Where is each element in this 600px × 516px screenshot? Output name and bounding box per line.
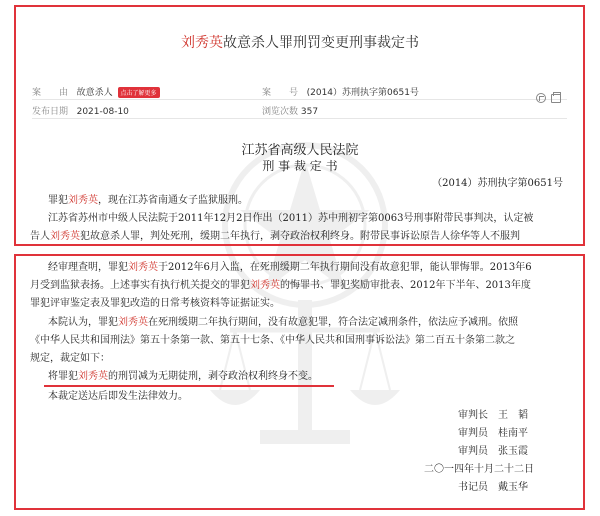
paragraph-original-judgment-line1: 江苏省苏州市中级人民法院于2011年12月2日作出（2011）苏中刑初字第0063号刑事附带民事判决，认定被 xyxy=(48,213,534,224)
views-value: 357 xyxy=(300,107,319,117)
paragraph-opinion-line3: 规定，裁定如下： xyxy=(30,353,110,364)
signature-chief-judge: 审判长 王 韬 xyxy=(458,410,528,421)
text-segment: 经审理查明，罪犯 xyxy=(48,262,128,273)
cause-label: 案 由 xyxy=(32,88,69,98)
views-label: 浏览次数 xyxy=(262,107,299,117)
meta-divider-1 xyxy=(32,99,567,100)
defendant-name: 刘秀英 xyxy=(78,371,108,382)
signature-judge-2: 审判员 张玉霞 xyxy=(458,446,528,457)
defendant-name: 刘秀英 xyxy=(118,317,148,328)
views-row xyxy=(262,104,318,117)
cause-row xyxy=(32,85,160,98)
text-segment: ，现在江苏省南通女子监狱服刑。 xyxy=(98,195,248,206)
paragraph-ruling xyxy=(48,369,318,384)
paragraph-findings-line2 xyxy=(30,278,531,293)
paragraph-effect: 本裁定送达后即发生法律效力。 xyxy=(48,391,188,402)
publish-date-label: 发布日期 xyxy=(32,107,69,117)
print-icon[interactable] xyxy=(551,94,561,103)
signature-judge-1: 审判员 桂南平 xyxy=(458,428,528,439)
defendant-name: 刘秀英 xyxy=(50,231,80,242)
text-segment: 的悔罪书、罪犯奖励审批表、2012年下半年、2013年度 xyxy=(280,280,531,291)
text-segment: 本院认为，罪犯 xyxy=(48,317,118,328)
text-segment: 在死刑缓期二年执行期间，没有故意犯罪，符合法定减刑条件，依法应予减刑。依照 xyxy=(148,317,518,328)
paragraph-opinion-line2: 《中华人民共和国刑法》第五十条第一款、第五十七条、《中华人民共和国刑事诉讼法》第二百五十条第二款之 xyxy=(30,335,515,346)
paragraph-convict-status xyxy=(48,193,248,208)
download-icon[interactable] xyxy=(536,93,546,103)
case-number-row xyxy=(262,85,419,98)
text-segment: 月受到监狱表扬。上述事实有执行机关提交的罪犯 xyxy=(30,280,250,291)
page-title xyxy=(0,32,600,52)
court-name: 江苏省高级人民法院 xyxy=(241,143,359,158)
signature-clerk: 书记员 戴玉华 xyxy=(458,482,528,493)
title-defendant-name: 刘秀英 xyxy=(181,35,223,51)
publish-date-row xyxy=(32,104,129,117)
publish-date-value: 2021-08-10 xyxy=(76,107,129,117)
defendant-name: 刘秀英 xyxy=(250,280,280,291)
document-type: 刑 事 裁 定 书 xyxy=(262,159,338,173)
text-segment: 犯故意杀人罪，判处死刑，缓期二年执行，剥夺政治权利终身。附带民事诉讼原告人徐华等人不服判 xyxy=(80,231,520,242)
defendant-name: 刘秀英 xyxy=(128,262,158,273)
text-segment: 告人 xyxy=(30,231,50,242)
learn-more-tag[interactable]: 点击了解更多 xyxy=(118,87,160,98)
paragraph-findings-line3: 罪犯评审鉴定表及罪犯改造的日常考核资料等证据证实。 xyxy=(30,298,280,309)
defendant-name: 刘秀英 xyxy=(68,195,98,206)
document-number: （2014）苏刑执字第0651号 xyxy=(432,178,563,189)
meta-divider-2 xyxy=(32,118,567,119)
paragraph-original-judgment-line2 xyxy=(30,229,520,244)
ruling-date: 二〇一四年十月二十二日 xyxy=(424,464,534,475)
ruling-highlight-underline xyxy=(44,385,334,387)
text-segment: 的刑罚减为无期徒刑，剥夺政治权利终身不变。 xyxy=(108,371,318,382)
paragraph-opinion-line1 xyxy=(48,315,518,330)
paragraph-findings-line1 xyxy=(48,260,532,275)
cause-value: 故意杀人 xyxy=(76,88,113,98)
case-number-value: (2014）苏刑执字第0651号 xyxy=(306,88,419,98)
text-segment: 罪犯 xyxy=(48,195,68,206)
text-segment: 将罪犯 xyxy=(48,371,78,382)
text-segment: 于2012年6月入监，在死刑缓期二年执行期间没有故意犯罪，能认罪悔罪。2013年6 xyxy=(158,262,532,273)
case-number-label: 案 号 xyxy=(262,88,299,98)
title-text: 故意杀人罪刑罚变更刑事裁定书 xyxy=(223,35,419,51)
